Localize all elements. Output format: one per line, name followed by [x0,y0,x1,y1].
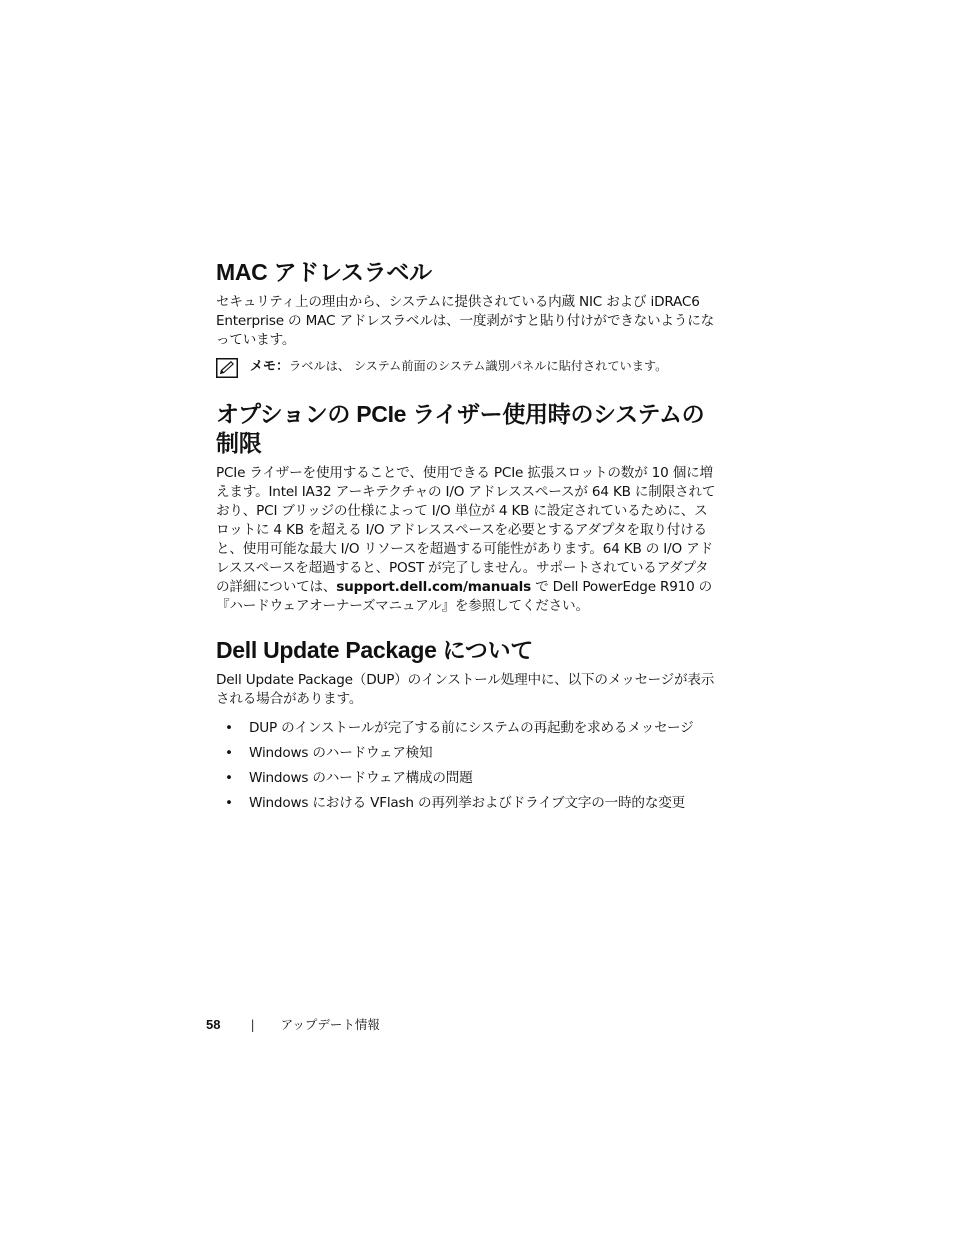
bullet-glyph: • [225,745,233,761]
dup-body-text: Dell Update Package（DUP）のインストール処理中に、以下のメッセージが表示される場合があります。 [216,672,715,707]
list-item [216,794,716,813]
heading-pcie-riser-limits: オプションの PCIe ライザー使用時のシステムの制限 [216,401,705,456]
note-text [250,358,700,375]
pcie-body-part1: PCIe ライザーを使用することで、使用できる PCIe 拡張スロットの数が 10 個に増えます。Intel IA32 アーキテクチャの I/O アドレススペースが 64 KB に制限されており、PCI ブリッジの仕様によって I/O 単位が 4 KB に設定されているために、スロットに 4 KB を超える I/O アドレススペースを必要とするアダプタを取り付けると、使用可能な最大 I/O リソースを超過する可能性があります。64 KB の I/O アドレススペースを超過すると、POST が完了しません。サポートされているアダプタの詳細については、 [216,465,716,595]
footer-section-title: アップデート情報 [280,1017,380,1032]
bullet-glyph: • [225,720,233,736]
heading-dell-update-package: Dell Update Package について [216,637,533,663]
list-item [216,719,716,738]
list-item [216,769,716,788]
heading-mac-address-label: MAC アドレスラベル [216,259,432,285]
pencil-note-icon [216,358,238,378]
page-number: 58 [206,1017,221,1032]
list-item [216,744,716,763]
page-footer [206,1016,380,1034]
dup-message-list [216,719,716,813]
pcie-body-part2: で Dell PowerEdge R910 の『ハードウェアオーナーズマニュアル』を参照してください。 [216,579,713,614]
mac-body-text: セキュリティ上の理由から、システムに提供されている内蔵 NIC および iDRAC6 Enterprise の MAC アドレスラベルは、一度剥がすと貼り付けができないようになっています。 [216,294,714,348]
bullet-glyph: • [225,795,233,811]
list-item-text: DUP のインストールが完了する前にシステムの再起動を求めるメッセージ [249,720,694,736]
note-box [216,358,716,378]
page-content [216,258,716,819]
list-item-text: Windows のハードウェア検知 [249,745,433,761]
support-manuals-link[interactable]: support.dell.com/manuals [336,579,531,595]
pcie-body-text [216,464,716,616]
bullet-glyph: • [225,770,233,786]
list-item-text: Windows のハードウェア構成の問題 [249,770,473,786]
note-body: ラベルは、 システム前面のシステム識別パネルに貼付されています。 [289,359,668,373]
note-label: メモ： [250,359,290,374]
footer-separator: | [250,1017,255,1032]
list-item-text: Windows における VFlash の再列挙およびドライブ文字の一時的な変更 [249,795,685,811]
